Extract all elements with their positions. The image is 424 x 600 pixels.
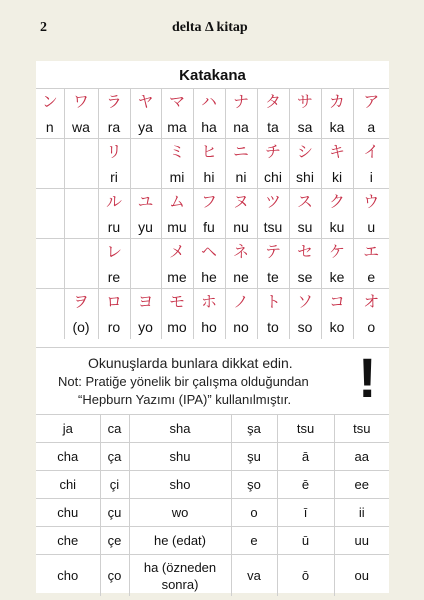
romaji-label: ko bbox=[329, 319, 345, 335]
hepburn-cell: ha (özneden sonra) bbox=[129, 555, 231, 597]
kana-char: ケ bbox=[328, 244, 345, 261]
note-line-3: “Hepburn Yazımı (IPA)” kullanılmıştır. bbox=[78, 392, 292, 407]
kana-char: タ bbox=[264, 94, 281, 111]
katakana-cell bbox=[321, 189, 353, 239]
romaji-label: su bbox=[297, 219, 313, 235]
kana-char: セ bbox=[296, 244, 313, 261]
kana-char: モ bbox=[168, 294, 185, 311]
romaji-label: n bbox=[45, 119, 54, 135]
kana-char: ヲ bbox=[72, 294, 89, 311]
kana-char: オ bbox=[363, 294, 380, 311]
note-line-1: Okunuşlarda bunlara dikkat edin. bbox=[88, 355, 293, 371]
hepburn-cell: ā bbox=[277, 443, 334, 471]
kana-char bbox=[65, 142, 98, 164]
romaji-label: ri bbox=[110, 169, 118, 185]
romaji-label: na bbox=[233, 119, 249, 135]
kana-char: フ bbox=[200, 194, 217, 211]
kana-char: ホ bbox=[200, 294, 217, 311]
katakana-cell bbox=[193, 89, 225, 139]
romaji-label: ta bbox=[267, 119, 279, 135]
hepburn-cell: ja bbox=[36, 415, 100, 443]
katakana-cell bbox=[225, 89, 257, 139]
katakana-cell bbox=[353, 189, 389, 239]
hepburn-cell: ī bbox=[277, 499, 334, 527]
kana-char: ソ bbox=[296, 294, 313, 311]
katakana-cell bbox=[193, 239, 225, 289]
hepburn-row bbox=[36, 527, 389, 555]
kana-char: ミ bbox=[168, 144, 185, 161]
katakana-cell bbox=[225, 239, 257, 289]
kana-char: イ bbox=[363, 144, 380, 161]
kana-char: ニ bbox=[232, 144, 249, 161]
romaji-label: o bbox=[367, 319, 376, 335]
katakana-row bbox=[36, 239, 389, 289]
kana-char: テ bbox=[264, 244, 281, 261]
kana-char: ト bbox=[264, 294, 281, 311]
hepburn-cell: he (edat) bbox=[129, 527, 231, 555]
kana-char: ヨ bbox=[137, 294, 154, 311]
kana-char: ユ bbox=[137, 194, 154, 211]
romaji-label bbox=[65, 167, 98, 187]
kana-char bbox=[36, 142, 64, 164]
romaji-label bbox=[131, 167, 161, 187]
hepburn-cell: cha bbox=[36, 443, 100, 471]
romaji-label: shi bbox=[296, 169, 314, 185]
katakana-cell bbox=[130, 89, 161, 139]
romaji-label: a bbox=[367, 119, 376, 135]
romaji-label: me bbox=[167, 269, 187, 285]
kana-char: ア bbox=[363, 94, 380, 111]
kana-char: ラ bbox=[105, 94, 122, 111]
romaji-label: te bbox=[267, 269, 279, 285]
hepburn-row bbox=[36, 443, 389, 471]
katakana-cell bbox=[130, 289, 161, 340]
romaji-label bbox=[36, 317, 64, 337]
katakana-cell bbox=[321, 289, 353, 340]
katakana-cell bbox=[130, 239, 161, 289]
katakana-cell bbox=[257, 189, 289, 239]
romaji-label: ne bbox=[233, 269, 249, 285]
katakana-cell bbox=[64, 189, 98, 239]
kana-char: リ bbox=[105, 144, 122, 161]
hepburn-cell: ii bbox=[334, 499, 389, 527]
katakana-row bbox=[36, 89, 389, 139]
katakana-cell bbox=[225, 289, 257, 340]
hepburn-cell: uu bbox=[334, 527, 389, 555]
katakana-cell bbox=[193, 189, 225, 239]
katakana-row bbox=[36, 289, 389, 340]
exclamation-mark: ! bbox=[358, 346, 377, 409]
kana-char: カ bbox=[328, 94, 345, 111]
katakana-cell bbox=[161, 239, 193, 289]
katakana-cell bbox=[353, 289, 389, 340]
katakana-cell bbox=[64, 239, 98, 289]
hepburn-cell: şu bbox=[231, 443, 277, 471]
katakana-cell bbox=[289, 239, 321, 289]
katakana-cell bbox=[64, 139, 98, 189]
katakana-row bbox=[36, 189, 389, 239]
hepburn-cell: chu bbox=[36, 499, 100, 527]
hepburn-cell: sha bbox=[129, 415, 231, 443]
romaji-label bbox=[65, 267, 98, 287]
katakana-cell bbox=[321, 139, 353, 189]
romaji-label bbox=[36, 267, 64, 287]
romaji-label: ha bbox=[201, 119, 217, 135]
katakana-cell bbox=[321, 89, 353, 139]
katakana-cell bbox=[130, 139, 161, 189]
katakana-cell bbox=[289, 189, 321, 239]
kana-char: ハ bbox=[200, 94, 217, 111]
kana-char: ル bbox=[105, 194, 122, 211]
katakana-cell bbox=[161, 189, 193, 239]
romaji-label: re bbox=[107, 269, 121, 285]
hepburn-row bbox=[36, 471, 389, 499]
katakana-cell bbox=[225, 189, 257, 239]
hepburn-cell: şa bbox=[231, 415, 277, 443]
kana-char: コ bbox=[328, 294, 345, 311]
romaji-label: ka bbox=[329, 119, 345, 135]
romaji-label: hi bbox=[203, 169, 215, 185]
kana-char: メ bbox=[168, 244, 185, 261]
hepburn-cell: ca bbox=[100, 415, 129, 443]
katakana-cell bbox=[36, 189, 64, 239]
kana-char bbox=[131, 142, 161, 164]
kana-char: ツ bbox=[264, 194, 281, 211]
romaji-label: sa bbox=[297, 119, 313, 135]
hepburn-cell: ça bbox=[100, 443, 129, 471]
romaji-label bbox=[131, 267, 161, 287]
hepburn-cell: che bbox=[36, 527, 100, 555]
romaji-label: he bbox=[201, 269, 217, 285]
romaji-label: nu bbox=[233, 219, 249, 235]
katakana-cell bbox=[225, 139, 257, 189]
katakana-cell bbox=[98, 139, 130, 189]
kana-char: ヘ bbox=[200, 244, 217, 261]
romaji-label: ya bbox=[138, 119, 153, 135]
katakana-cell bbox=[193, 289, 225, 340]
katakana-row bbox=[36, 139, 389, 189]
romaji-label: se bbox=[297, 269, 313, 285]
katakana-cell bbox=[36, 139, 64, 189]
kana-char: ン bbox=[41, 94, 58, 111]
kana-char bbox=[131, 242, 161, 264]
romaji-label bbox=[65, 217, 98, 237]
pronunciation-note bbox=[36, 347, 389, 415]
katakana-cell bbox=[353, 89, 389, 139]
katakana-cell bbox=[321, 239, 353, 289]
kana-char bbox=[65, 192, 98, 214]
romaji-label: e bbox=[367, 269, 376, 285]
romaji-label: no bbox=[233, 319, 249, 335]
romaji-label: u bbox=[367, 219, 376, 235]
kana-char: チ bbox=[264, 144, 281, 161]
publisher-header: delta Δ kitap bbox=[172, 20, 248, 35]
kana-char: ネ bbox=[232, 244, 249, 261]
hepburn-table bbox=[36, 414, 389, 596]
romaji-label: ni bbox=[235, 169, 247, 185]
kana-char: ム bbox=[168, 194, 185, 211]
hepburn-row bbox=[36, 499, 389, 527]
hepburn-row bbox=[36, 415, 389, 443]
hepburn-cell: çu bbox=[100, 499, 129, 527]
katakana-cell bbox=[130, 189, 161, 239]
katakana-cell bbox=[257, 89, 289, 139]
katakana-cell bbox=[289, 89, 321, 139]
katakana-cell bbox=[64, 289, 98, 340]
kana-char: ク bbox=[328, 194, 345, 211]
romaji-label: yu bbox=[138, 219, 153, 235]
katakana-cell bbox=[36, 239, 64, 289]
romaji-label: wa bbox=[72, 119, 90, 135]
hepburn-cell: şo bbox=[231, 471, 277, 499]
hepburn-cell: shu bbox=[129, 443, 231, 471]
romaji-label: ra bbox=[107, 119, 121, 135]
katakana-cell bbox=[257, 139, 289, 189]
katakana-cell bbox=[98, 239, 130, 289]
hepburn-cell: çi bbox=[100, 471, 129, 499]
hepburn-cell: o bbox=[231, 499, 277, 527]
katakana-cell bbox=[193, 139, 225, 189]
romaji-label: tsu bbox=[263, 219, 283, 235]
katakana-title: Katakana bbox=[179, 67, 246, 84]
romaji-label: ke bbox=[329, 269, 345, 285]
katakana-cell bbox=[257, 289, 289, 340]
romaji-label: fu bbox=[203, 219, 215, 235]
hepburn-cell: tsu bbox=[334, 415, 389, 443]
romaji-label: ku bbox=[329, 219, 345, 235]
kana-char bbox=[36, 292, 64, 314]
katakana-cell bbox=[98, 89, 130, 139]
kana-char: ナ bbox=[232, 94, 249, 111]
katakana-cell bbox=[161, 89, 193, 139]
romaji-label: ho bbox=[201, 319, 217, 335]
romaji-label: to bbox=[267, 319, 279, 335]
kana-char: ヒ bbox=[200, 144, 217, 161]
hepburn-cell: cho bbox=[36, 555, 100, 597]
hepburn-cell: ço bbox=[100, 555, 129, 597]
kana-char bbox=[36, 192, 64, 214]
katakana-sheet bbox=[36, 61, 389, 593]
romaji-label: ki bbox=[331, 169, 343, 185]
romaji-label: yo bbox=[138, 319, 153, 335]
katakana-cell bbox=[289, 289, 321, 340]
hepburn-cell: va bbox=[231, 555, 277, 597]
kana-char: キ bbox=[328, 144, 345, 161]
katakana-cell bbox=[353, 239, 389, 289]
katakana-cell bbox=[353, 139, 389, 189]
romaji-label: mo bbox=[167, 319, 187, 335]
kana-char: シ bbox=[296, 144, 313, 161]
hepburn-row bbox=[36, 555, 389, 597]
romaji-label: mi bbox=[169, 169, 185, 185]
katakana-cell bbox=[64, 89, 98, 139]
katakana-cell bbox=[161, 139, 193, 189]
kana-char: サ bbox=[296, 94, 313, 111]
hepburn-cell: chi bbox=[36, 471, 100, 499]
kana-char: エ bbox=[363, 244, 380, 261]
hepburn-cell: ē bbox=[277, 471, 334, 499]
hepburn-cell: ū bbox=[277, 527, 334, 555]
hepburn-cell: tsu bbox=[277, 415, 334, 443]
hepburn-cell: e bbox=[231, 527, 277, 555]
romaji-label: ma bbox=[167, 119, 187, 135]
page-number: 2 bbox=[40, 20, 47, 35]
katakana-cell bbox=[289, 139, 321, 189]
romaji-label: ru bbox=[107, 219, 121, 235]
romaji-label bbox=[36, 217, 64, 237]
romaji-label: mu bbox=[167, 219, 187, 235]
hepburn-cell: wo bbox=[129, 499, 231, 527]
kana-char: ス bbox=[296, 194, 313, 211]
kana-char: ワ bbox=[72, 94, 89, 111]
kana-char: ヤ bbox=[137, 94, 154, 111]
romaji-label bbox=[36, 167, 64, 187]
katakana-cell bbox=[36, 289, 64, 340]
romaji-label: i bbox=[369, 169, 373, 185]
hepburn-cell: ou bbox=[334, 555, 389, 597]
kana-char: マ bbox=[168, 94, 185, 111]
romaji-label: so bbox=[297, 319, 313, 335]
hepburn-cell: sho bbox=[129, 471, 231, 499]
kana-char: レ bbox=[105, 244, 122, 261]
kana-char bbox=[36, 242, 64, 264]
hepburn-cell: çe bbox=[100, 527, 129, 555]
romaji-label: chi bbox=[264, 169, 282, 185]
kana-char: ウ bbox=[363, 194, 380, 211]
katakana-cell bbox=[257, 239, 289, 289]
katakana-cell bbox=[98, 289, 130, 340]
kana-char: ロ bbox=[105, 294, 122, 311]
katakana-cell bbox=[98, 189, 130, 239]
kana-char: ノ bbox=[232, 294, 249, 311]
romaji-label: ro bbox=[107, 319, 121, 335]
note-line-2: Not: Pratiğe yönelik bir çalışma olduğundan bbox=[58, 374, 309, 389]
katakana-cell bbox=[161, 289, 193, 340]
katakana-grid bbox=[36, 88, 389, 339]
hepburn-cell: ee bbox=[334, 471, 389, 499]
kana-char bbox=[65, 242, 98, 264]
hepburn-cell: ō bbox=[277, 555, 334, 597]
romaji-label: (o) bbox=[72, 319, 90, 335]
hepburn-cell: aa bbox=[334, 443, 389, 471]
kana-char: ヌ bbox=[232, 194, 249, 211]
katakana-cell bbox=[36, 89, 64, 139]
